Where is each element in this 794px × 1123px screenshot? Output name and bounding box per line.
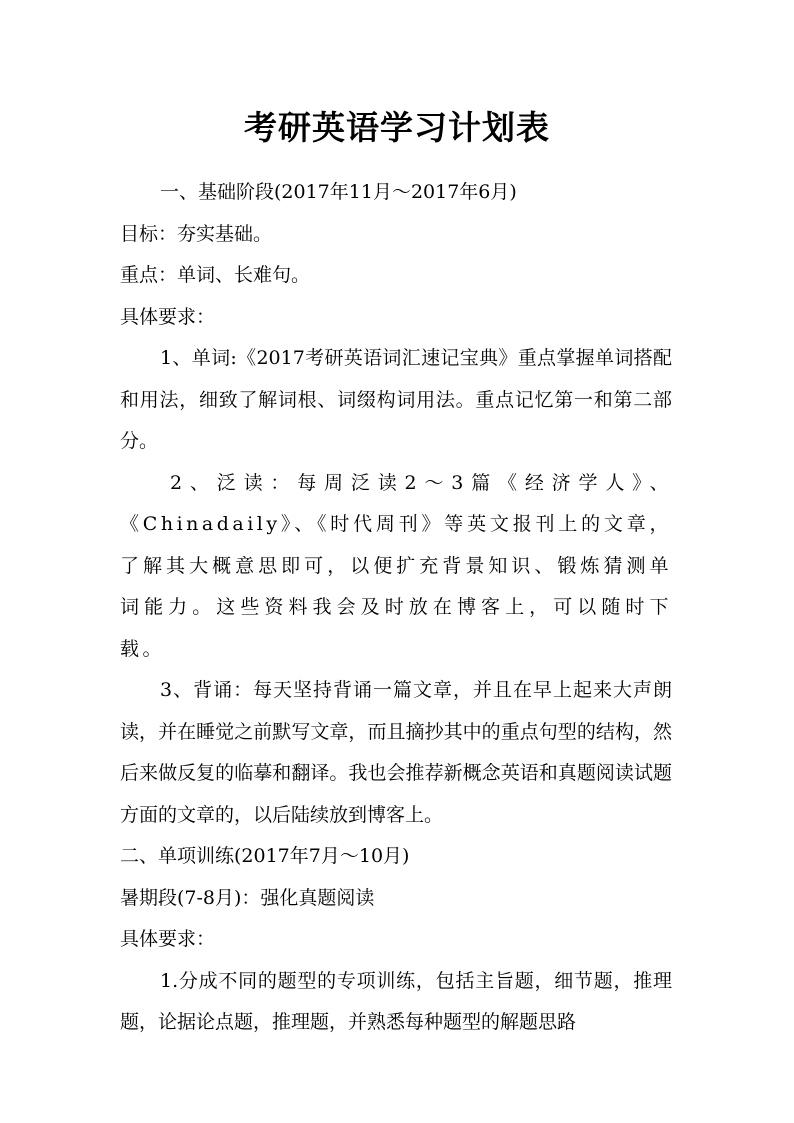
requirements-label: 具体要求： <box>120 305 216 328</box>
section-heading-single-training: 二、单项训练(2017年7月～10月) <box>120 845 410 867</box>
requirements-label-2: 具体要求： <box>120 928 216 950</box>
extensive-reading-paragraph: 2、泛读：每周泛读2～3篇《经济学人》、《Chinadaily》、《时代周刊》等英文报刊上的文章，了解其大概意思即可，以便扩充背景知识、锻炼猜测单词能力。这些资料我会及时放在博客上，可以随时下载。 <box>120 471 672 660</box>
question-type-training-paragraph: 1.分成不同的题型的专项训练，包括主旨题，细节题，推理题，论据论点题，推理题，并熟悉每种题型的解题思路 <box>120 969 672 1033</box>
section-heading-basic-stage: 一、基础阶段(2017年11月～2017年6月) <box>160 181 517 203</box>
focus-line: 重点：单词、长难句。 <box>120 264 311 286</box>
goal-line: 目标：夯实基础。 <box>120 222 273 245</box>
document-title: 考研英语学习计划表 <box>244 108 550 147</box>
summer-stage-line: 暑期段(7-8月)：强化真题阅读 <box>120 886 375 909</box>
vocabulary-paragraph: 1、单词:《2017考研英语词汇速记宝典》重点掌握单词搭配和用法，细致了解词根、词缀构词用法。重点记忆第一和第二部分。 <box>120 347 672 452</box>
document-body <box>120 172 672 1044</box>
recitation-paragraph: 3、背诵：每天坚持背诵一篇文章，并且在早上起来大声朗读，并在睡觉之前默写文章，而且摘抄其中的重点句型的结构，然后来做反复的临摹和翻译。我也会推荐新概念英语和真题阅读试题方面的文章的，以后陆续放到博客上。 <box>120 679 672 826</box>
